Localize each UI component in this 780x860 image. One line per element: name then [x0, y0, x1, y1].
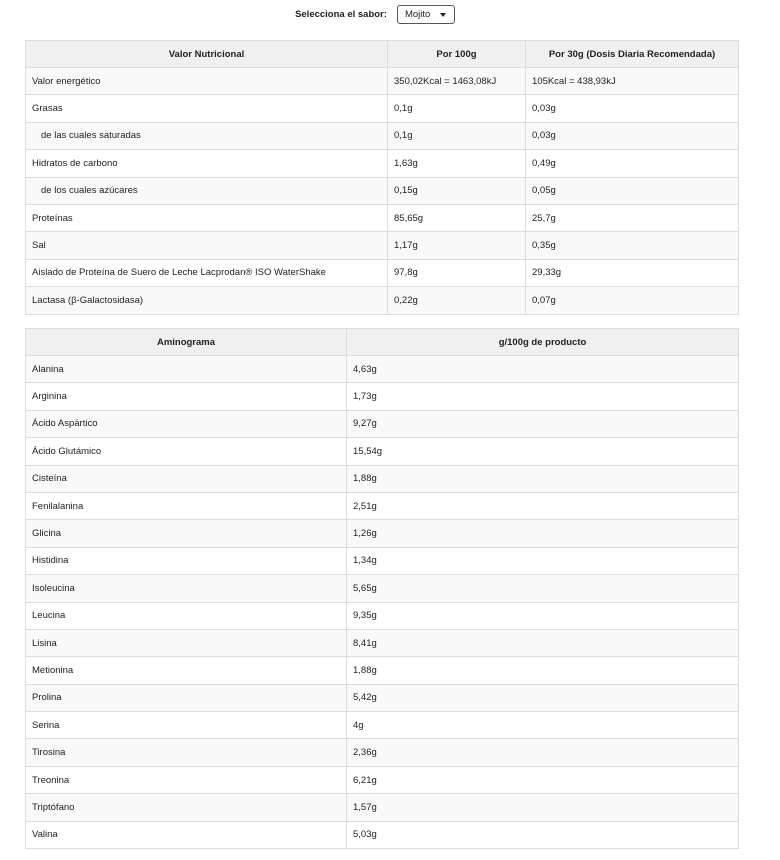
nutrient-per-100g: 97,8g [388, 259, 526, 286]
table-row [26, 356, 739, 383]
nutrition-header-row [26, 41, 739, 68]
table-row [26, 122, 739, 149]
flavor-dropdown[interactable] [397, 5, 455, 24]
nutrient-name: Lactasa (β-Galactosidasa) [26, 287, 388, 314]
nutrient-per-100g: 0,22g [388, 287, 526, 314]
amino-acid-name: Glicina [26, 520, 347, 547]
table-row [26, 465, 739, 492]
amino-acid-name: Triptófano [26, 794, 347, 821]
amino-acid-name: Serina [26, 712, 347, 739]
amino-acid-value: 1,57g [347, 794, 739, 821]
amino-acid-value: 9,27g [347, 410, 739, 437]
table-row [26, 547, 739, 574]
amino-acid-name: Ácido Glutámico [26, 438, 347, 465]
amino-acid-name: Ácido Aspártico [26, 410, 347, 437]
nutrient-per-30g: 0,05g [526, 177, 739, 204]
table-row [26, 766, 739, 793]
header-aminogram: Aminograma [26, 329, 347, 356]
amino-acid-name: Metionina [26, 657, 347, 684]
table-row [26, 492, 739, 519]
nutrient-per-30g: 0,49g [526, 150, 739, 177]
nutrient-name: Proteínas [26, 204, 388, 231]
amino-acid-value: 1,26g [347, 520, 739, 547]
amino-acid-name: Alanina [26, 356, 347, 383]
amino-acid-value: 1,73g [347, 383, 739, 410]
header-nutritional-value: Valor Nutricional [26, 41, 388, 68]
amino-acid-name: Cisteína [26, 465, 347, 492]
table-row [26, 259, 739, 286]
nutrition-table [25, 40, 739, 315]
table-row [26, 68, 739, 95]
table-row [26, 287, 739, 314]
table-row [26, 794, 739, 821]
nutrient-per-100g: 1,63g [388, 150, 526, 177]
amino-acid-name: Valina [26, 821, 347, 848]
amino-acid-name: Histidina [26, 547, 347, 574]
nutrient-name: Valor energético [26, 68, 388, 95]
amino-acid-name: Tirosina [26, 739, 347, 766]
table-row [26, 383, 739, 410]
table-row [26, 821, 739, 848]
flavor-label: Selecciona el sabor: [295, 9, 387, 20]
nutrient-name: Aislado de Proteína de Suero de Leche Lacprodan® ISO WaterShake [26, 259, 388, 286]
amino-acid-name: Fenilalanina [26, 492, 347, 519]
nutrient-per-30g: 0,03g [526, 95, 739, 122]
table-row [26, 520, 739, 547]
amino-acid-value: 1,88g [347, 465, 739, 492]
aminogram-table [25, 328, 739, 849]
nutrient-per-30g: 29,33g [526, 259, 739, 286]
nutrient-name: Hidratos de carbono [26, 150, 388, 177]
flavor-selector [0, 5, 780, 24]
header-per-30g: Por 30g (Dosis Diaria Recomendada) [526, 41, 739, 68]
nutrient-per-100g: 0,1g [388, 122, 526, 149]
table-row [26, 575, 739, 602]
table-row [26, 602, 739, 629]
table-row [26, 438, 739, 465]
aminogram-header-row [26, 329, 739, 356]
amino-acid-value: 4g [347, 712, 739, 739]
nutrient-name: Grasas [26, 95, 388, 122]
table-row [26, 657, 739, 684]
table-row [26, 204, 739, 231]
table-row [26, 150, 739, 177]
table-row [26, 410, 739, 437]
nutrient-per-100g: 1,17g [388, 232, 526, 259]
chevron-down-icon [440, 13, 446, 17]
amino-acid-name: Lisina [26, 629, 347, 656]
amino-acid-value: 5,65g [347, 575, 739, 602]
table-row [26, 177, 739, 204]
amino-acid-value: 5,03g [347, 821, 739, 848]
amino-acid-value: 1,34g [347, 547, 739, 574]
nutrient-name: de las cuales saturadas [26, 122, 388, 149]
amino-acid-value: 8,41g [347, 629, 739, 656]
table-row [26, 95, 739, 122]
table-row [26, 712, 739, 739]
amino-acid-value: 2,36g [347, 739, 739, 766]
table-row [26, 684, 739, 711]
table-row [26, 739, 739, 766]
header-per-100g: Por 100g [388, 41, 526, 68]
amino-acid-value: 5,42g [347, 684, 739, 711]
flavor-selected-value: Mojito [404, 9, 431, 20]
nutrient-per-30g: 105Kcal = 438,93kJ [526, 68, 739, 95]
amino-acid-value: 1,88g [347, 657, 739, 684]
amino-acid-value: 15,54g [347, 438, 739, 465]
amino-acid-value: 9,35g [347, 602, 739, 629]
nutrient-name: de los cuales azúcares [26, 177, 388, 204]
table-row [26, 629, 739, 656]
amino-acid-name: Isoleucina [26, 575, 347, 602]
nutrient-per-100g: 85,65g [388, 204, 526, 231]
nutrient-per-100g: 0,1g [388, 95, 526, 122]
nutrient-per-30g: 0,07g [526, 287, 739, 314]
nutrient-name: Sal [26, 232, 388, 259]
amino-acid-name: Prolina [26, 684, 347, 711]
amino-acid-value: 2,51g [347, 492, 739, 519]
nutrient-per-100g: 350,02Kcal = 1463,08kJ [388, 68, 526, 95]
table-row [26, 232, 739, 259]
nutrient-per-30g: 25,7g [526, 204, 739, 231]
nutrient-per-100g: 0,15g [388, 177, 526, 204]
amino-acid-name: Treonina [26, 766, 347, 793]
amino-acid-name: Arginina [26, 383, 347, 410]
amino-acid-name: Leucina [26, 602, 347, 629]
header-per-100g-product: g/100g de producto [347, 329, 739, 356]
nutrient-per-30g: 0,35g [526, 232, 739, 259]
amino-acid-value: 4,63g [347, 356, 739, 383]
amino-acid-value: 6,21g [347, 766, 739, 793]
nutrient-per-30g: 0,03g [526, 122, 739, 149]
